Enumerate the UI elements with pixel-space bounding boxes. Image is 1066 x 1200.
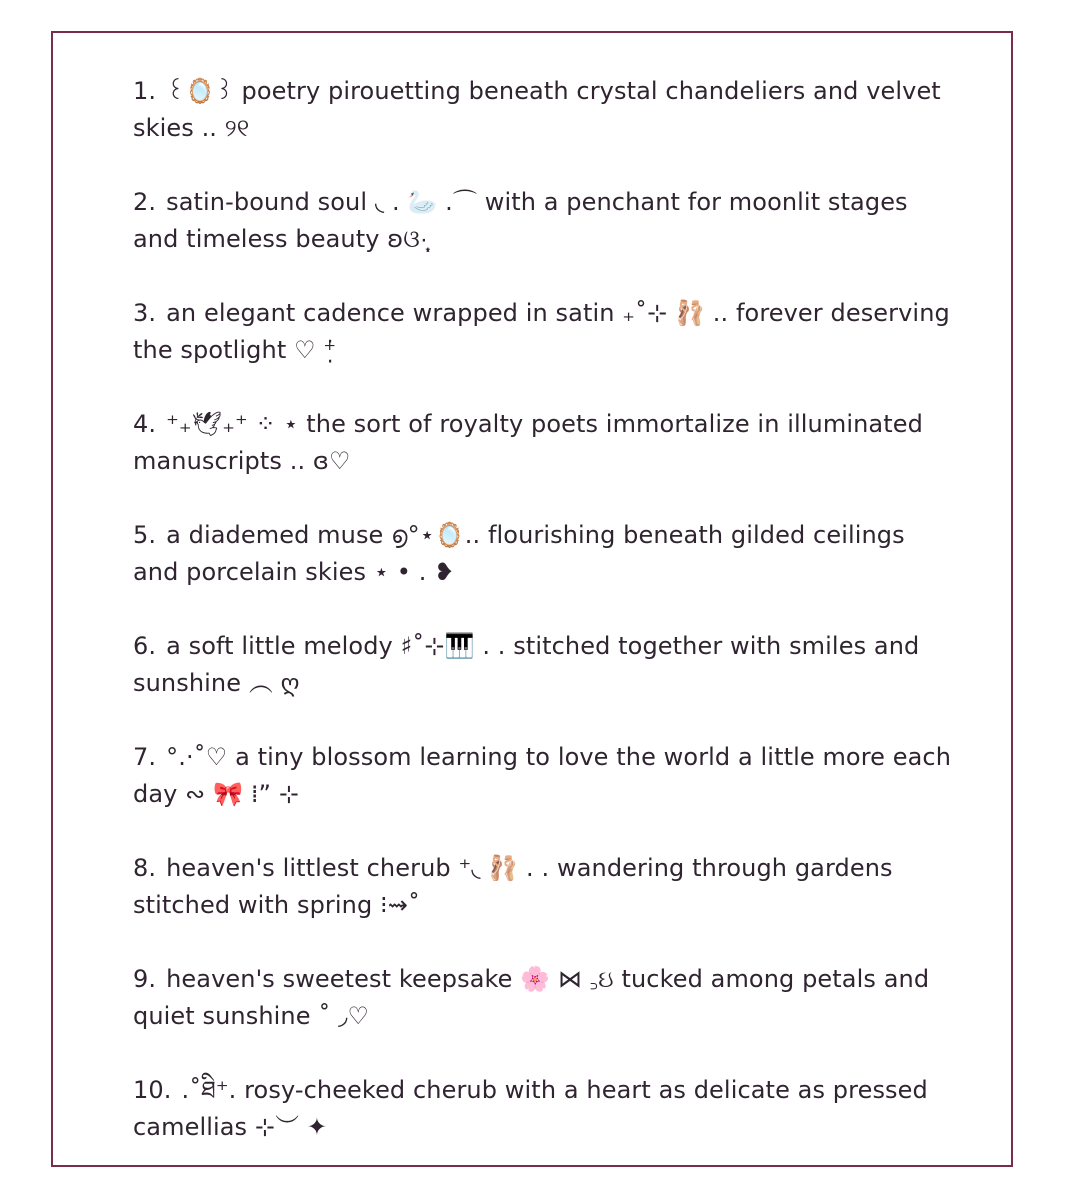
item-text: °.⋅˚♡ a tiny blossom learning to love the world a little more each day ∾ 🎀 ⁞” ⊹ bbox=[133, 743, 952, 808]
list-item bbox=[133, 628, 953, 702]
item-number: 1. bbox=[133, 77, 157, 105]
item-text: heaven's sweetest keepsake 🌸 ⋈ ꜆ઇ tucked among petals and quiet sunshine ˚ ◞♡ bbox=[133, 965, 930, 1030]
item-number: 5. bbox=[133, 521, 157, 549]
list-item bbox=[133, 184, 953, 258]
list-item bbox=[133, 295, 953, 369]
item-text: an elegant cadence wrapped in satin ₊˚⊹ 🩰 .. forever deserving the spotlight ♡ ⁺̣̇ bbox=[133, 299, 950, 364]
item-text: a soft little melody ♯˚⊹🎹 . . stitched together with smiles and sunshine ︵ ღ bbox=[133, 632, 920, 697]
item-number: 7. bbox=[133, 743, 157, 771]
item-number: 10. bbox=[133, 1076, 172, 1104]
list-item bbox=[133, 406, 953, 480]
item-number: 6. bbox=[133, 632, 157, 660]
list-item bbox=[133, 850, 953, 924]
list-item bbox=[133, 73, 953, 147]
document-frame bbox=[51, 31, 1013, 1167]
bio-list bbox=[133, 73, 953, 1146]
item-text: satin-bound soul ◟ . 🦢 .⌒ with a penchant for moonlit stages and timeless beauty ʚଓ·̩͙ bbox=[133, 188, 908, 253]
list-item bbox=[133, 517, 953, 591]
item-text: heaven's littlest cherub ⁺◟ 🩰 . . wandering through gardens stitched with spring ⁝⇝˚ bbox=[133, 854, 893, 919]
list-item bbox=[133, 739, 953, 813]
item-number: 8. bbox=[133, 854, 157, 882]
item-text: ⁺₊🕊₊⁺ ⁘ ⋆ the sort of royalty poets immortalize in illuminated manuscripts .. ɞ♡ bbox=[133, 410, 923, 475]
item-text: a diademed muse ൭°⋆🪞.. flourishing beneath gilded ceilings and porcelain skies ⋆ • . ❥ bbox=[133, 521, 905, 586]
item-text: .˚ཐི⁺. rosy-cheeked cherub with a heart as delicate as pressed camellias ⊹︶ ✦ bbox=[133, 1076, 928, 1141]
list-item bbox=[133, 961, 953, 1035]
list-item bbox=[133, 1072, 953, 1146]
item-text: ꒰🪞꒱ poetry pirouetting beneath crystal chandeliers and velvet skies .. ୨୧ bbox=[133, 77, 941, 142]
item-number: 2. bbox=[133, 188, 157, 216]
item-number: 4. bbox=[133, 410, 157, 438]
item-number: 9. bbox=[133, 965, 157, 993]
item-number: 3. bbox=[133, 299, 157, 327]
